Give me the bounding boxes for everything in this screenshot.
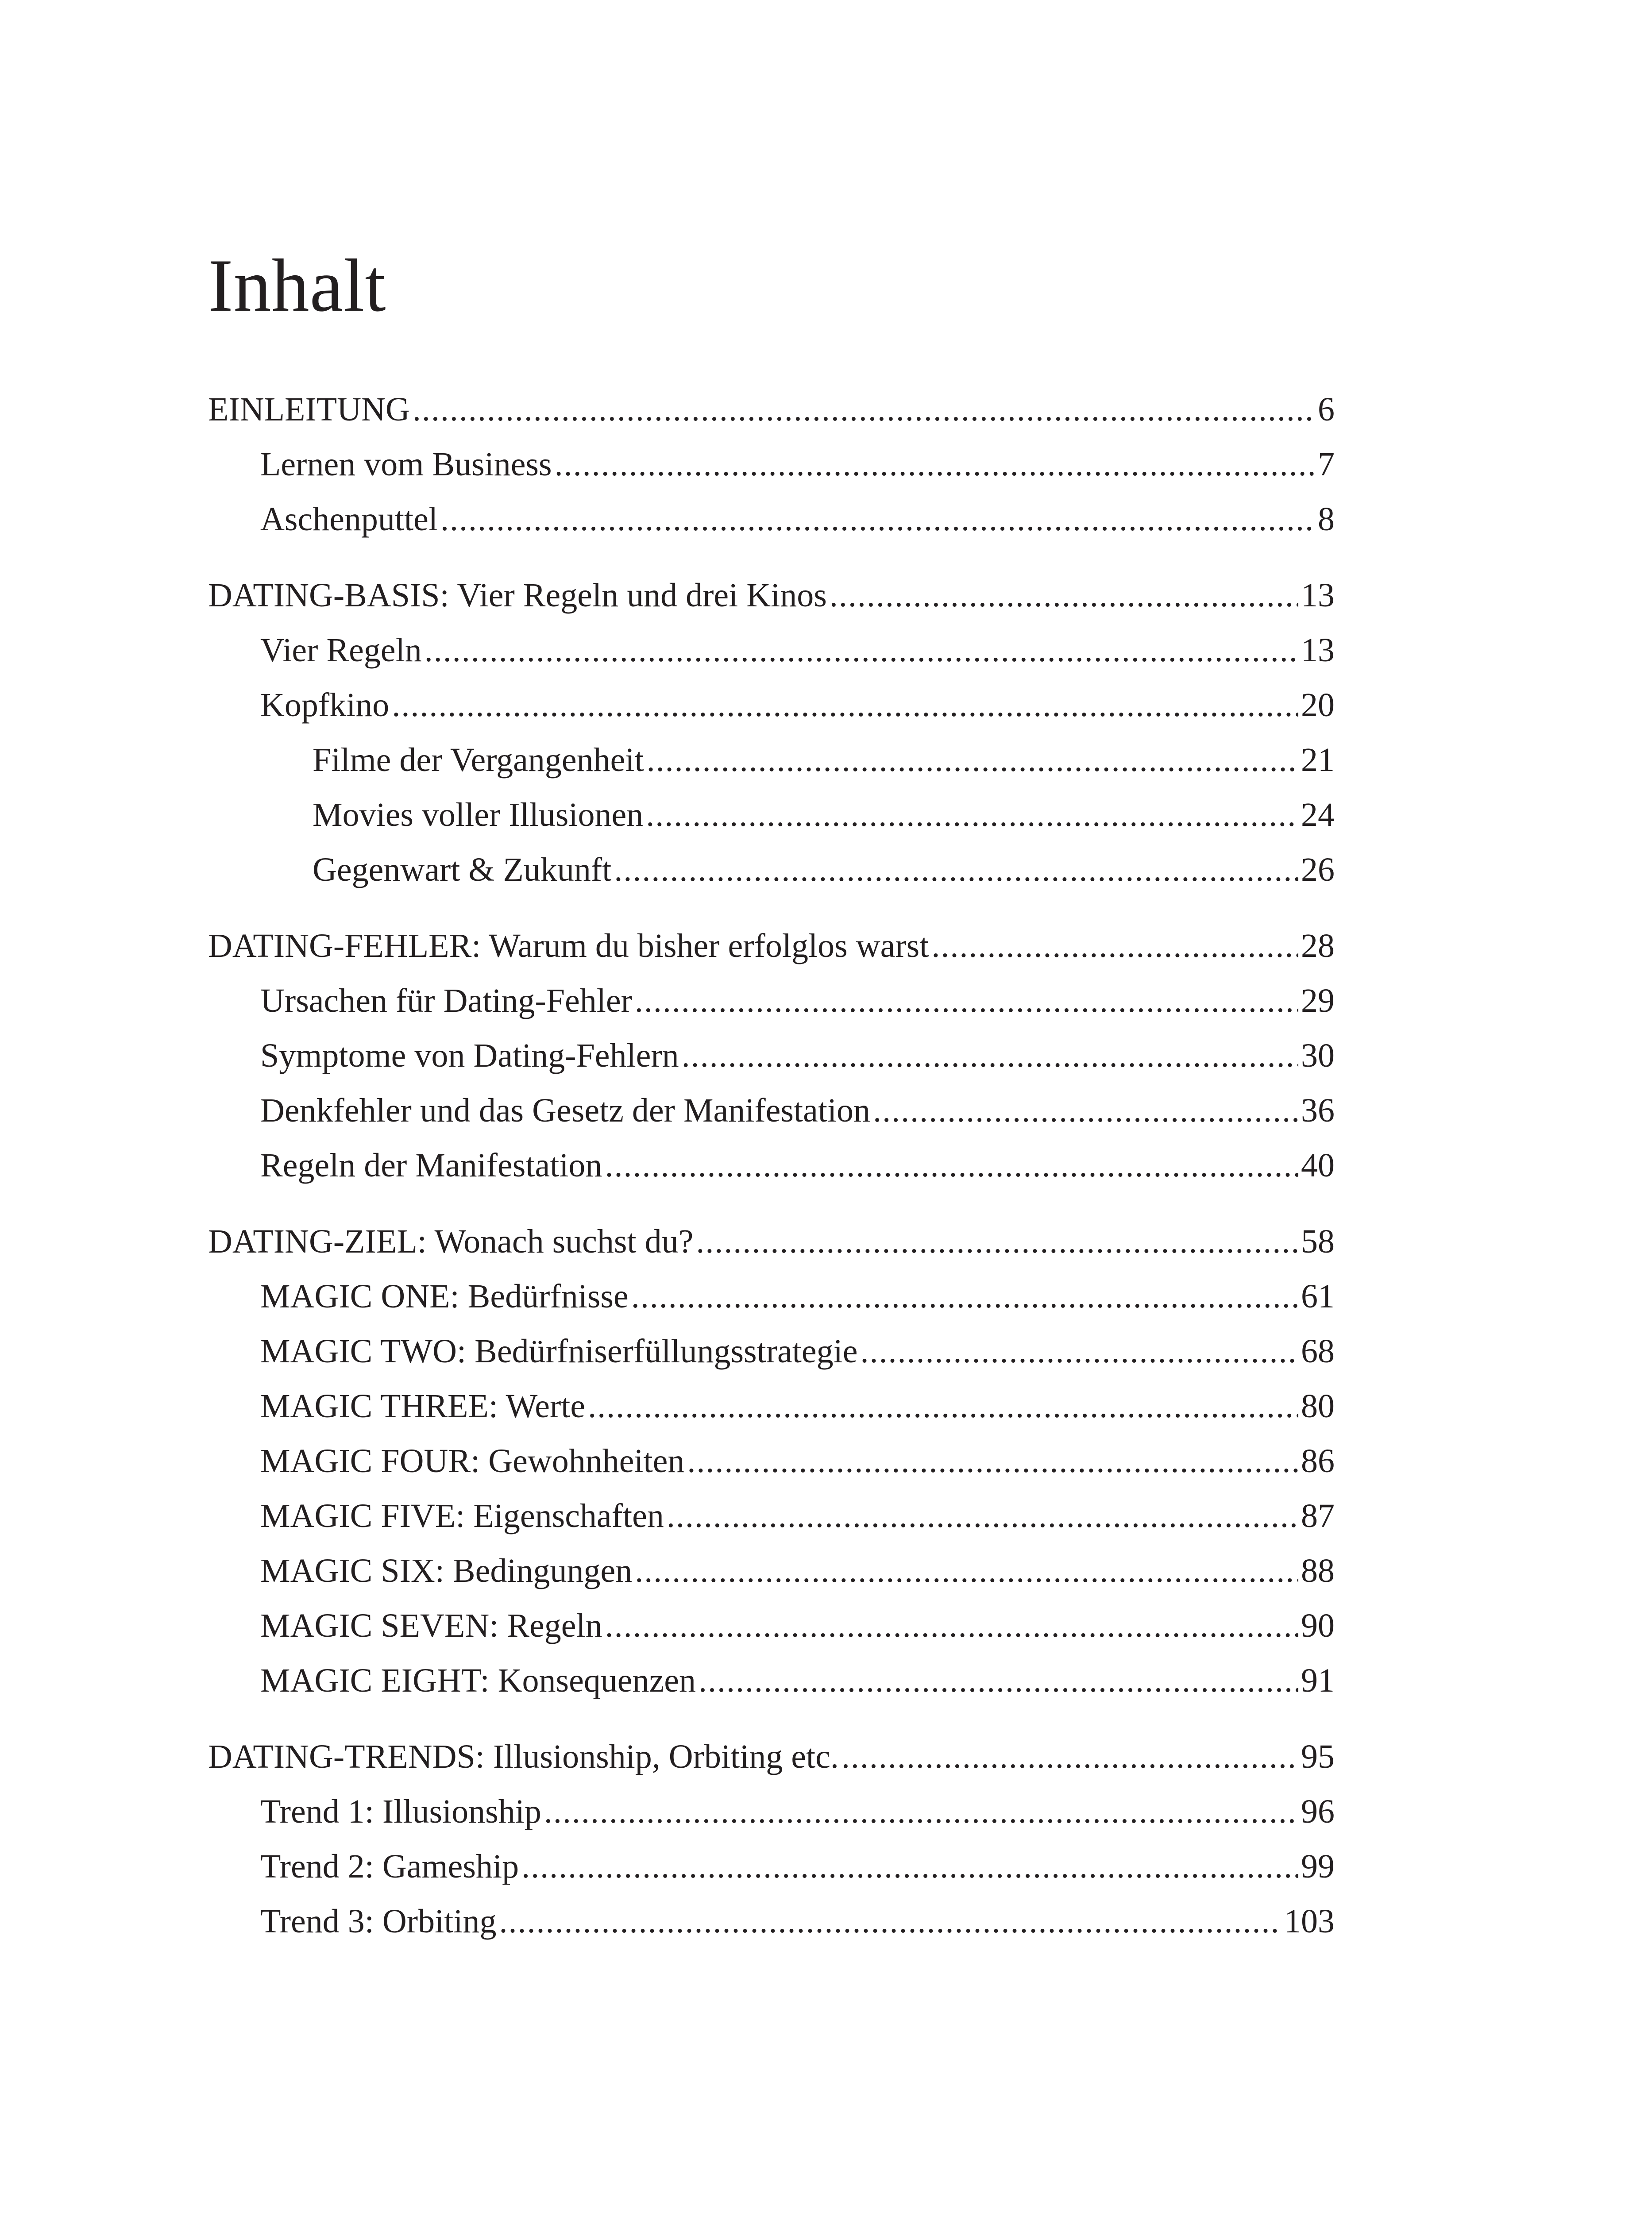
toc-section[interactable] xyxy=(208,385,1335,434)
toc-page-number: 103 xyxy=(1284,1903,1335,1940)
page-title: Inhalt xyxy=(208,244,386,327)
toc-page-number: 20 xyxy=(1301,686,1335,724)
toc-dot-leader xyxy=(682,1031,1298,1080)
toc-entry-label: DATING-TRENDS: Illusionship, Orbiting etc. xyxy=(208,1738,839,1775)
toc-entry-label: DATING-FEHLER: Warum du bisher erfolglos warst xyxy=(208,927,929,964)
toc-page-number: 99 xyxy=(1301,1848,1335,1885)
toc-dot-leader xyxy=(873,1086,1298,1135)
toc-subsection[interactable] xyxy=(260,1437,1335,1485)
toc-section[interactable] xyxy=(208,921,1335,970)
toc-subsection[interactable] xyxy=(260,1492,1335,1540)
toc-page-number: 95 xyxy=(1301,1738,1335,1775)
toc-section[interactable] xyxy=(208,1732,1335,1781)
toc-entry-label: Trend 3: Orbiting xyxy=(260,1903,497,1940)
toc-subsection[interactable] xyxy=(260,681,1335,729)
toc-dot-leader xyxy=(499,1897,1281,1946)
toc-entry-label: Denkfehler und das Gesetz der Manifestation xyxy=(260,1092,871,1129)
toc-page-number: 86 xyxy=(1301,1442,1335,1480)
toc-page-number: 8 xyxy=(1318,501,1335,538)
toc-entry-label: DATING-ZIEL: Wonach suchst du? xyxy=(208,1223,694,1260)
toc-page-number: 36 xyxy=(1301,1092,1335,1129)
toc-dot-leader xyxy=(555,440,1315,489)
toc-page-number: 26 xyxy=(1301,851,1335,888)
toc-dot-leader xyxy=(635,1546,1298,1595)
toc-dot-leader xyxy=(646,790,1298,839)
toc-entry-label: Aschenputtel xyxy=(260,501,438,538)
toc-page-number: 29 xyxy=(1301,982,1335,1019)
toc-entry-label: Vier Regeln xyxy=(260,632,422,669)
toc-dot-leader xyxy=(544,1787,1298,1836)
toc-entry-label: MAGIC FOUR: Gewohnheiten xyxy=(260,1442,685,1480)
toc-page-number: 24 xyxy=(1301,796,1335,833)
toc-entry-label: Ursachen für Dating-Fehler xyxy=(260,982,632,1019)
toc-entry-label: Trend 1: Illusionship xyxy=(260,1793,541,1830)
toc-entry-label: Filme der Vergangenheit xyxy=(313,741,644,779)
toc-subsection[interactable] xyxy=(260,1086,1335,1135)
toc-subsubsection[interactable] xyxy=(313,736,1335,784)
toc-page-number: 90 xyxy=(1301,1607,1335,1644)
toc-entry-label: Movies voller Illusionen xyxy=(313,796,644,833)
toc-subsection[interactable] xyxy=(260,1327,1335,1376)
toc-dot-leader xyxy=(425,626,1298,675)
toc-page-number: 80 xyxy=(1301,1388,1335,1425)
toc-subsection[interactable] xyxy=(260,495,1335,544)
toc-page-number: 58 xyxy=(1301,1223,1335,1260)
toc-dot-leader xyxy=(860,1327,1298,1376)
toc-subsection[interactable] xyxy=(260,1787,1335,1836)
toc-section[interactable] xyxy=(208,571,1335,620)
toc-dot-leader xyxy=(588,1382,1298,1430)
toc-subsection[interactable] xyxy=(260,976,1335,1025)
toc-entry-label: Kopfkino xyxy=(260,686,390,724)
toc-subsection[interactable] xyxy=(260,1382,1335,1430)
toc-entry-label: Lernen vom Business xyxy=(260,446,552,483)
toc-dot-leader xyxy=(699,1656,1298,1705)
toc-page-number: 96 xyxy=(1301,1793,1335,1830)
toc-dot-leader xyxy=(931,921,1298,970)
toc-page-number: 21 xyxy=(1301,741,1335,779)
toc-page-number: 61 xyxy=(1301,1278,1335,1315)
toc-dot-leader xyxy=(841,1732,1298,1781)
toc-entry-label: MAGIC THREE: Werte xyxy=(260,1388,586,1425)
toc-subsection[interactable] xyxy=(260,1897,1335,1946)
toc-subsection[interactable] xyxy=(260,1842,1335,1891)
toc-dot-leader xyxy=(605,1601,1298,1650)
toc-subsection[interactable] xyxy=(260,626,1335,675)
toc-page-number: 68 xyxy=(1301,1333,1335,1370)
toc-subsubsection[interactable] xyxy=(313,790,1335,839)
toc-page-number: 40 xyxy=(1301,1147,1335,1184)
toc-entry-label: MAGIC FIVE: Eigenschaften xyxy=(260,1497,664,1534)
toc-subsection[interactable] xyxy=(260,1272,1335,1321)
toc-page-number: 28 xyxy=(1301,927,1335,964)
toc-section[interactable] xyxy=(208,1217,1335,1266)
toc-subsection[interactable] xyxy=(260,1656,1335,1705)
toc-dot-leader xyxy=(392,681,1298,729)
toc-dot-leader xyxy=(830,571,1298,620)
toc-dot-leader xyxy=(614,845,1298,894)
toc-entry-label: MAGIC SEVEN: Regeln xyxy=(260,1607,602,1644)
toc-entry-label: Trend 2: Gameship xyxy=(260,1848,519,1885)
toc-entry-label: MAGIC ONE: Bedürfnisse xyxy=(260,1278,629,1315)
toc-page-number: 13 xyxy=(1301,577,1335,614)
toc-page-number: 7 xyxy=(1318,446,1335,483)
toc-entry-label: Gegenwart & Zukunft xyxy=(313,851,612,888)
toc-page-number: 30 xyxy=(1301,1037,1335,1074)
toc-subsection[interactable] xyxy=(260,1141,1335,1190)
toc-subsection[interactable] xyxy=(260,1031,1335,1080)
toc-dot-leader xyxy=(605,1141,1298,1190)
toc-dot-leader xyxy=(647,736,1298,784)
toc-subsubsection[interactable] xyxy=(313,845,1335,894)
toc-subsection[interactable] xyxy=(260,440,1335,489)
toc-dot-leader xyxy=(521,1842,1298,1891)
toc-entry-label: MAGIC SIX: Bedingungen xyxy=(260,1552,633,1589)
toc-entry-label: Regeln der Manifestation xyxy=(260,1147,602,1184)
toc-page-number: 91 xyxy=(1301,1662,1335,1699)
toc-entry-label: MAGIC EIGHT: Konsequenzen xyxy=(260,1662,696,1699)
toc-dot-leader xyxy=(696,1217,1298,1266)
toc-page-number: 6 xyxy=(1318,391,1335,428)
toc-entry-label: DATING-BASIS: Vier Regeln und drei Kinos xyxy=(208,577,827,614)
toc-page-number: 87 xyxy=(1301,1497,1335,1534)
toc-entry-label: EINLEITUNG xyxy=(208,391,410,428)
toc-dot-leader xyxy=(413,385,1315,434)
toc-dot-leader xyxy=(635,976,1298,1025)
toc-dot-leader xyxy=(667,1492,1298,1540)
toc-page-number: 13 xyxy=(1301,632,1335,669)
toc-entry-label: Symptome von Dating-Fehlern xyxy=(260,1037,679,1074)
toc-dot-leader xyxy=(687,1437,1298,1485)
toc-page-number: 88 xyxy=(1301,1552,1335,1589)
toc-subsection[interactable] xyxy=(260,1546,1335,1595)
toc-subsection[interactable] xyxy=(260,1601,1335,1650)
toc-entry-label: MAGIC TWO: Bedürfniserfüllungsstrategie xyxy=(260,1333,858,1370)
toc-dot-leader xyxy=(440,495,1315,544)
toc-dot-leader xyxy=(631,1272,1298,1321)
